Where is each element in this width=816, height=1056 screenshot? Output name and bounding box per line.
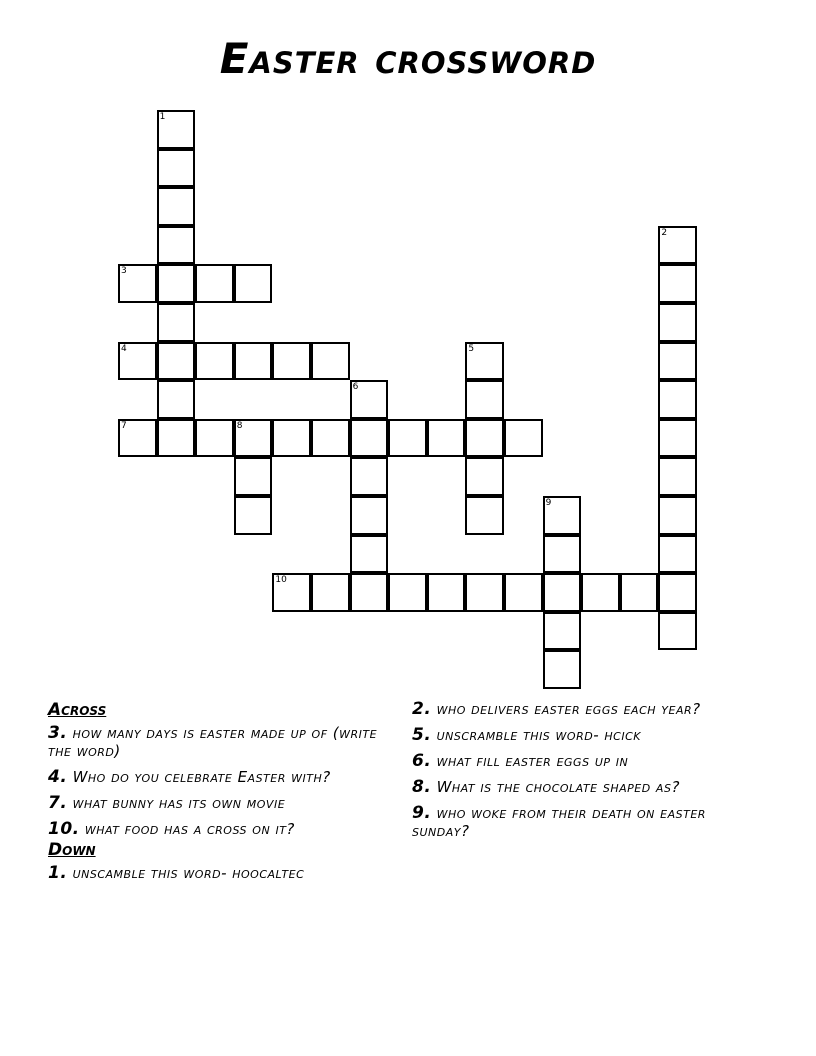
clue-across-3: 3. how many days is easter made up of (write the word) <box>48 723 378 760</box>
crossword-cell[interactable] <box>543 535 582 574</box>
crossword-cell[interactable] <box>234 457 273 496</box>
crossword-cell[interactable] <box>157 149 196 188</box>
cell-number: 10 <box>275 575 287 586</box>
cell-number: 5 <box>468 343 475 354</box>
crossword-cell[interactable] <box>272 573 311 612</box>
clue-down-9: 9. who woke from their death on easter sunday? <box>412 803 706 840</box>
crossword-cell[interactable] <box>157 419 196 458</box>
clue-across-10: 10. what food has a cross on it? <box>48 819 295 839</box>
crossword-cell[interactable] <box>658 496 697 535</box>
cell-number: 6 <box>352 382 359 393</box>
crossword-cell[interactable] <box>427 573 466 612</box>
crossword-cell[interactable] <box>118 419 157 458</box>
clues-right-column <box>412 700 742 848</box>
clue-across-4: 4. Who do you celebrate Easter with? <box>48 767 331 787</box>
crossword-cell[interactable] <box>157 303 196 342</box>
crossword-cell[interactable] <box>465 419 504 458</box>
crossword-cell[interactable] <box>234 342 273 381</box>
page-title: Easter crossword <box>219 34 597 83</box>
crossword-cell[interactable] <box>504 573 543 612</box>
across-heading: Across <box>48 700 107 720</box>
crossword-cell[interactable] <box>658 419 697 458</box>
crossword-cell[interactable] <box>465 380 504 419</box>
crossword-cell[interactable] <box>350 380 389 419</box>
crossword-cell[interactable] <box>658 342 697 381</box>
crossword-cell[interactable] <box>543 650 582 689</box>
crossword-cell[interactable] <box>195 419 234 458</box>
clue-down-8: 8. What is the chocolate shaped as? <box>412 777 680 797</box>
crossword-cell[interactable] <box>350 573 389 612</box>
crossword-cell[interactable] <box>620 573 659 612</box>
crossword-cell[interactable] <box>350 457 389 496</box>
crossword-cell[interactable] <box>234 419 273 458</box>
down-heading: Down <box>48 840 96 860</box>
crossword-cell[interactable] <box>157 342 196 381</box>
crossword-cell[interactable] <box>157 226 196 265</box>
crossword-cell[interactable] <box>388 573 427 612</box>
crossword-cell[interactable] <box>658 457 697 496</box>
cell-number: 9 <box>545 498 552 508</box>
crossword-cell[interactable] <box>543 612 582 651</box>
clue-down-2: 2. who delivers easter eggs each year? <box>412 699 701 719</box>
cell-number: 4 <box>121 343 127 354</box>
crossword-cell[interactable] <box>504 419 543 458</box>
crossword-cell[interactable] <box>658 380 697 419</box>
cell-number: 2 <box>661 227 668 238</box>
crossword-cell[interactable] <box>350 496 389 535</box>
crossword-cell[interactable] <box>234 496 273 535</box>
crossword-cell[interactable] <box>118 342 157 381</box>
crossword-cell[interactable] <box>465 573 504 612</box>
crossword-cell[interactable] <box>658 303 697 342</box>
clue-down-5: 5. unscramble this word- hcick <box>412 725 641 745</box>
crossword-cell[interactable] <box>543 496 582 535</box>
crossword-cell[interactable] <box>465 457 504 496</box>
crossword-cell[interactable] <box>658 573 697 612</box>
crossword-cell[interactable] <box>157 110 196 149</box>
crossword-cell[interactable] <box>465 342 504 381</box>
cell-number: 8 <box>236 420 243 431</box>
crossword-cell[interactable] <box>157 187 196 226</box>
crossword-cell[interactable] <box>234 264 273 303</box>
crossword-cell[interactable] <box>350 535 389 574</box>
crossword-cell[interactable] <box>388 419 427 458</box>
crossword-cell[interactable] <box>195 342 234 381</box>
clue-down-1: 1. unscamble this word- hoocaltec <box>48 863 305 883</box>
crossword-cell[interactable] <box>658 535 697 574</box>
crossword-cell[interactable] <box>427 419 466 458</box>
crossword-cell[interactable] <box>118 264 157 303</box>
clues-left-column <box>48 700 378 890</box>
clue-down-6: 6. what fill easter eggs up in <box>412 751 629 771</box>
crossword-cell[interactable] <box>658 264 697 303</box>
cell-number: 7 <box>121 420 127 431</box>
crossword-cell[interactable] <box>157 264 196 303</box>
cell-number: 1 <box>159 112 166 122</box>
crossword-cell[interactable] <box>350 419 389 458</box>
crossword-cell[interactable] <box>543 573 582 612</box>
crossword-cell[interactable] <box>311 419 350 458</box>
crossword-cell[interactable] <box>157 380 196 419</box>
crossword-cell[interactable] <box>272 419 311 458</box>
crossword-cell[interactable] <box>658 612 697 651</box>
clue-across-7: 7. what bunny has its own movie <box>48 793 286 813</box>
crossword-cell[interactable] <box>581 573 620 612</box>
cell-number: 3 <box>121 266 127 277</box>
crossword-cell[interactable] <box>311 342 350 381</box>
crossword-cell[interactable] <box>311 573 350 612</box>
crossword-cell[interactable] <box>272 342 311 381</box>
crossword-cell[interactable] <box>195 264 234 303</box>
crossword-cell[interactable] <box>658 226 697 265</box>
crossword-cell[interactable] <box>465 496 504 535</box>
